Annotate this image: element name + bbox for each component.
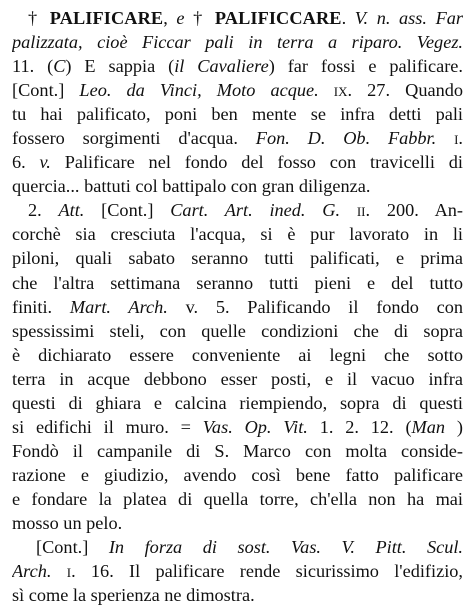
text-segment	[51, 561, 66, 581]
text-line	[12, 559, 463, 583]
italic-text: V. n. ass. Far	[354, 8, 463, 28]
text-segment: che l'altra settimana seranno tutti pieni e del tutto	[12, 272, 463, 293]
text-line	[12, 319, 463, 343]
italic-text: Arch.	[12, 561, 52, 582]
roman-numeral: i	[66, 561, 72, 582]
text-line	[12, 511, 463, 535]
italic-text: v.	[39, 152, 51, 173]
text-segment: terra in acque debbono esser posti, e il vacuo infra	[12, 368, 463, 389]
text-line	[12, 30, 463, 54]
text-line	[12, 78, 463, 102]
text-segment: [Cont.]	[36, 537, 109, 558]
text-segment	[436, 128, 454, 148]
text-segment: †	[28, 8, 50, 28]
text-segment: .	[341, 8, 355, 28]
roman-numeral: ii	[356, 200, 366, 221]
text-segment: si edifichi il muro. =	[12, 416, 203, 437]
text-segment: questi di ghiara e calcina riempiendo, sopra di questi	[12, 392, 463, 413]
text-segment: 1. 2. 12. (	[307, 416, 412, 437]
text-line	[12, 174, 463, 198]
text-segment	[319, 80, 334, 100]
text-segment: sì come la sperienza ne dimostra.	[12, 585, 255, 606]
italic-text: C	[53, 56, 66, 77]
text-line	[12, 295, 463, 319]
text-segment: . 16. Il palificare rende sicurissimo l'edifizio,	[71, 561, 463, 582]
text-line	[12, 246, 463, 270]
text-line	[12, 102, 463, 126]
text-line	[12, 6, 463, 30]
text-segment: fossero sorgimenti d'acqua.	[12, 128, 256, 149]
text-line	[12, 367, 463, 391]
text-line	[12, 535, 463, 559]
text-segment: .	[458, 128, 463, 149]
italic-text: Att.	[58, 200, 85, 221]
italic-text: Leo. da Vinci, Moto acque.	[79, 80, 319, 101]
italic-text: Mart. Arch.	[69, 296, 168, 317]
text-segment: 11. (	[12, 56, 54, 77]
italic-text: Fon. D. Ob. Fabbr.	[255, 128, 437, 149]
italic-text: e	[176, 8, 185, 28]
text-segment: v. 5. Palificando il fondo con	[167, 296, 463, 317]
text-segment: corchè sia cresciuta l'acqua, si è pur lavorato in li	[12, 224, 463, 245]
text-segment: e fondare la platea di quella torre, ch'ella non ha mai	[12, 488, 463, 509]
text-line	[12, 391, 463, 415]
italic-text: il Cavaliere	[174, 56, 269, 77]
text-segment: quercia... battuti col battipalo con gran diligenza.	[12, 176, 371, 197]
text-segment: . 200. An-	[365, 200, 463, 221]
text-segment: 2.	[28, 200, 59, 221]
text-segment: mosso un pelo.	[12, 512, 123, 533]
roman-numeral: i	[454, 128, 459, 149]
text-segment: spessissimi steli, con quelle condizioni che di sopra	[12, 320, 463, 341]
text-line	[12, 487, 463, 511]
roman-numeral: ix	[333, 80, 348, 101]
text-line	[12, 126, 463, 150]
text-line	[12, 150, 463, 174]
text-line	[12, 222, 463, 246]
text-segment: 6.	[12, 152, 40, 173]
text-segment: piloni, quali sabato seranno tutti palificati, e prima	[12, 248, 463, 269]
text-segment: ) far fossi e palificare.	[268, 56, 463, 77]
text-line	[12, 583, 463, 607]
text-line	[12, 271, 463, 295]
text-segment: [Cont.]	[12, 80, 80, 101]
text-segment: Palificare nel fondo del fosso con travicelli di	[50, 152, 463, 173]
text-line	[12, 463, 463, 487]
italic-text: palizzata, cioè Ficcar pali in terra a riparo. Vegez.	[12, 32, 463, 53]
text-segment: )	[445, 416, 463, 437]
text-segment: tu hai palificato, poni ben mente se infra detti pali	[12, 104, 463, 125]
text-segment	[340, 200, 357, 220]
text-segment: †	[184, 8, 215, 28]
text-segment: razione e giudizio, avendo così bene fatto palificare	[12, 464, 463, 485]
text-segment: [Cont.]	[84, 200, 171, 221]
text-segment: ,	[163, 8, 177, 28]
text-line	[12, 54, 463, 78]
headword: PALIFICCARE	[214, 8, 342, 28]
text-line	[12, 198, 463, 222]
text-segment: . 27. Quando	[347, 80, 463, 101]
text-segment: ) E sappia (	[65, 56, 175, 77]
italic-text: Man	[411, 416, 446, 437]
italic-text: Vas. Op. Vit.	[202, 416, 308, 437]
text-segment: Fondò il campanile di S. Marco con molta conside-	[12, 440, 463, 461]
text-segment: finiti.	[12, 296, 70, 317]
text-line	[12, 439, 463, 463]
text-segment: è dichiarato essere conveniente ai legni che sotto	[12, 344, 463, 365]
italic-text: Cart. Art. ined. G.	[170, 200, 341, 221]
text-line	[12, 343, 463, 367]
text-line	[12, 415, 463, 439]
headword: PALIFICARE	[49, 8, 164, 28]
italic-text: In forza di sost. Vas. V. Pitt. Scul.	[108, 537, 463, 558]
